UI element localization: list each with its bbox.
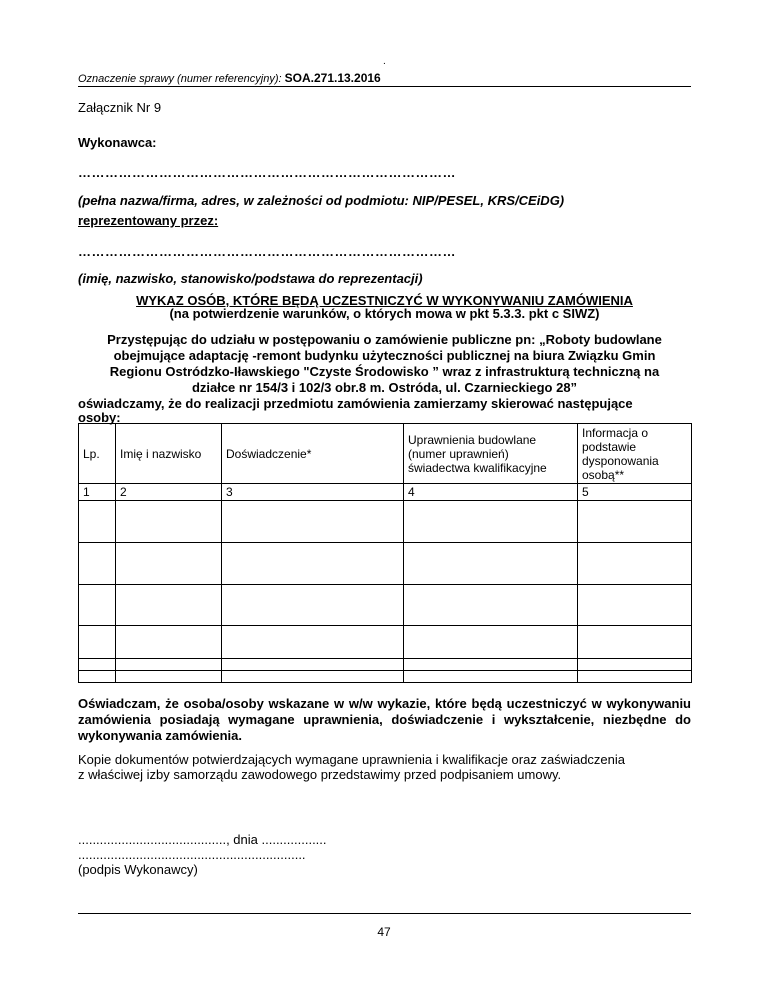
contractor-label: Wykonawca: — [78, 135, 157, 150]
column-number: 2 — [116, 484, 222, 501]
page-number: 47 — [377, 925, 391, 939]
table-row — [79, 501, 692, 543]
reference-number: SOA.271.13.2016 — [284, 71, 381, 85]
representative-dots: ………………………………………………………………………… — [78, 244, 456, 259]
declaration-line-1: oświadczamy, że do realizacji przedmiotu zamówienia zamierzamy skierować następujące — [78, 396, 633, 411]
reference-header — [78, 71, 381, 85]
intro-paragraph — [78, 332, 691, 396]
column-number: 5 — [578, 484, 692, 501]
qualification-statement: Oświadczam, że osoba/osoby wskazane w w/w wykazie, które będą uczestniczyć w wykonywaniu zamówienia posiadają wymagane uprawnienia, doświadczenie i wykształcenie, niezbędne do wykonywania zamówienia. — [78, 696, 691, 743]
signature-line: ............................................................... — [78, 847, 306, 862]
representative-label: reprezentowany przez: — [78, 213, 219, 228]
intro-line: Regionu Ostródzko-Iławskiego "Czyste Środowisko ” wraz z infrastrukturą techniczną na — [109, 364, 660, 379]
copies-line-2: z właściwej izby samorządu zawodowego przedstawimy przed podpisaniem umowy. — [78, 767, 562, 782]
column-number: 3 — [222, 484, 404, 501]
copies-line-1: Kopie dokumentów potwierdzających wymagane uprawnienia i kwalifikacje oraz zaświadczenia — [78, 752, 626, 767]
contractor-hint: (pełna nazwa/firma, adres, w zależności od podmiotu: NIP/PESEL, KRS/CEiDG) — [78, 193, 565, 208]
column-number: 4 — [404, 484, 578, 501]
table-header-cell: Imię i nazwisko — [116, 424, 222, 484]
column-number: 1 — [79, 484, 116, 501]
table-row — [79, 543, 692, 585]
document-subtitle: (na potwierdzenie warunków, o których mowa w pkt 5.3.3. pkt c SIWZ) — [169, 306, 600, 321]
header-dot: . — [383, 56, 386, 67]
table-row — [79, 626, 692, 659]
contractor-dots: ………………………………………………………………………… — [78, 165, 456, 180]
intro-line: Przystępując do udziału w postępowaniu o zamówienie publiczne pn: „Roboty budowlane — [107, 332, 662, 347]
table-header-cell: Informacja o podstawie dysponowania osobą** — [578, 424, 692, 484]
document-title: WYKAZ OSÓB, KTÓRE BĘDĄ UCZESTNICZYĆ W WYKONYWANIU ZAMÓWIENIA — [136, 293, 633, 308]
persons-table — [78, 423, 692, 683]
representative-hint: (imię, nazwisko, stanowisko/podstawa do reprezentacji) — [78, 271, 423, 286]
table-header-cell: Uprawnienia budowlane (numer uprawnień) świadectwa kwalifikacyjne — [404, 424, 578, 484]
table-header-row — [79, 424, 692, 484]
footer-divider — [78, 913, 691, 914]
table-row — [79, 659, 692, 671]
header-divider — [78, 86, 691, 87]
intro-line: obejmujące adaptację -remont budynku użyteczności publicznej na biura Związku Gmin — [113, 348, 656, 363]
signature-label: (podpis Wykonawcy) — [78, 862, 198, 877]
reference-label: Oznaczenie sprawy (numer referencyjny): — [78, 73, 282, 85]
table-number-row — [79, 484, 692, 501]
attachment-number: Załącznik Nr 9 — [78, 100, 162, 115]
table-header-cell: Doświadczenie* — [222, 424, 404, 484]
place-date-line: ........................................., dnia .................. — [78, 832, 327, 847]
intro-line: działce nr 154/3 i 102/3 obr.8 m. Ostróda, ul. Czarnieckiego 28” — [191, 380, 578, 395]
table-row — [79, 585, 692, 626]
table-row — [79, 671, 692, 683]
table-header-cell: Lp. — [79, 424, 116, 484]
declaration-line-2: osoby: — [78, 410, 121, 425]
